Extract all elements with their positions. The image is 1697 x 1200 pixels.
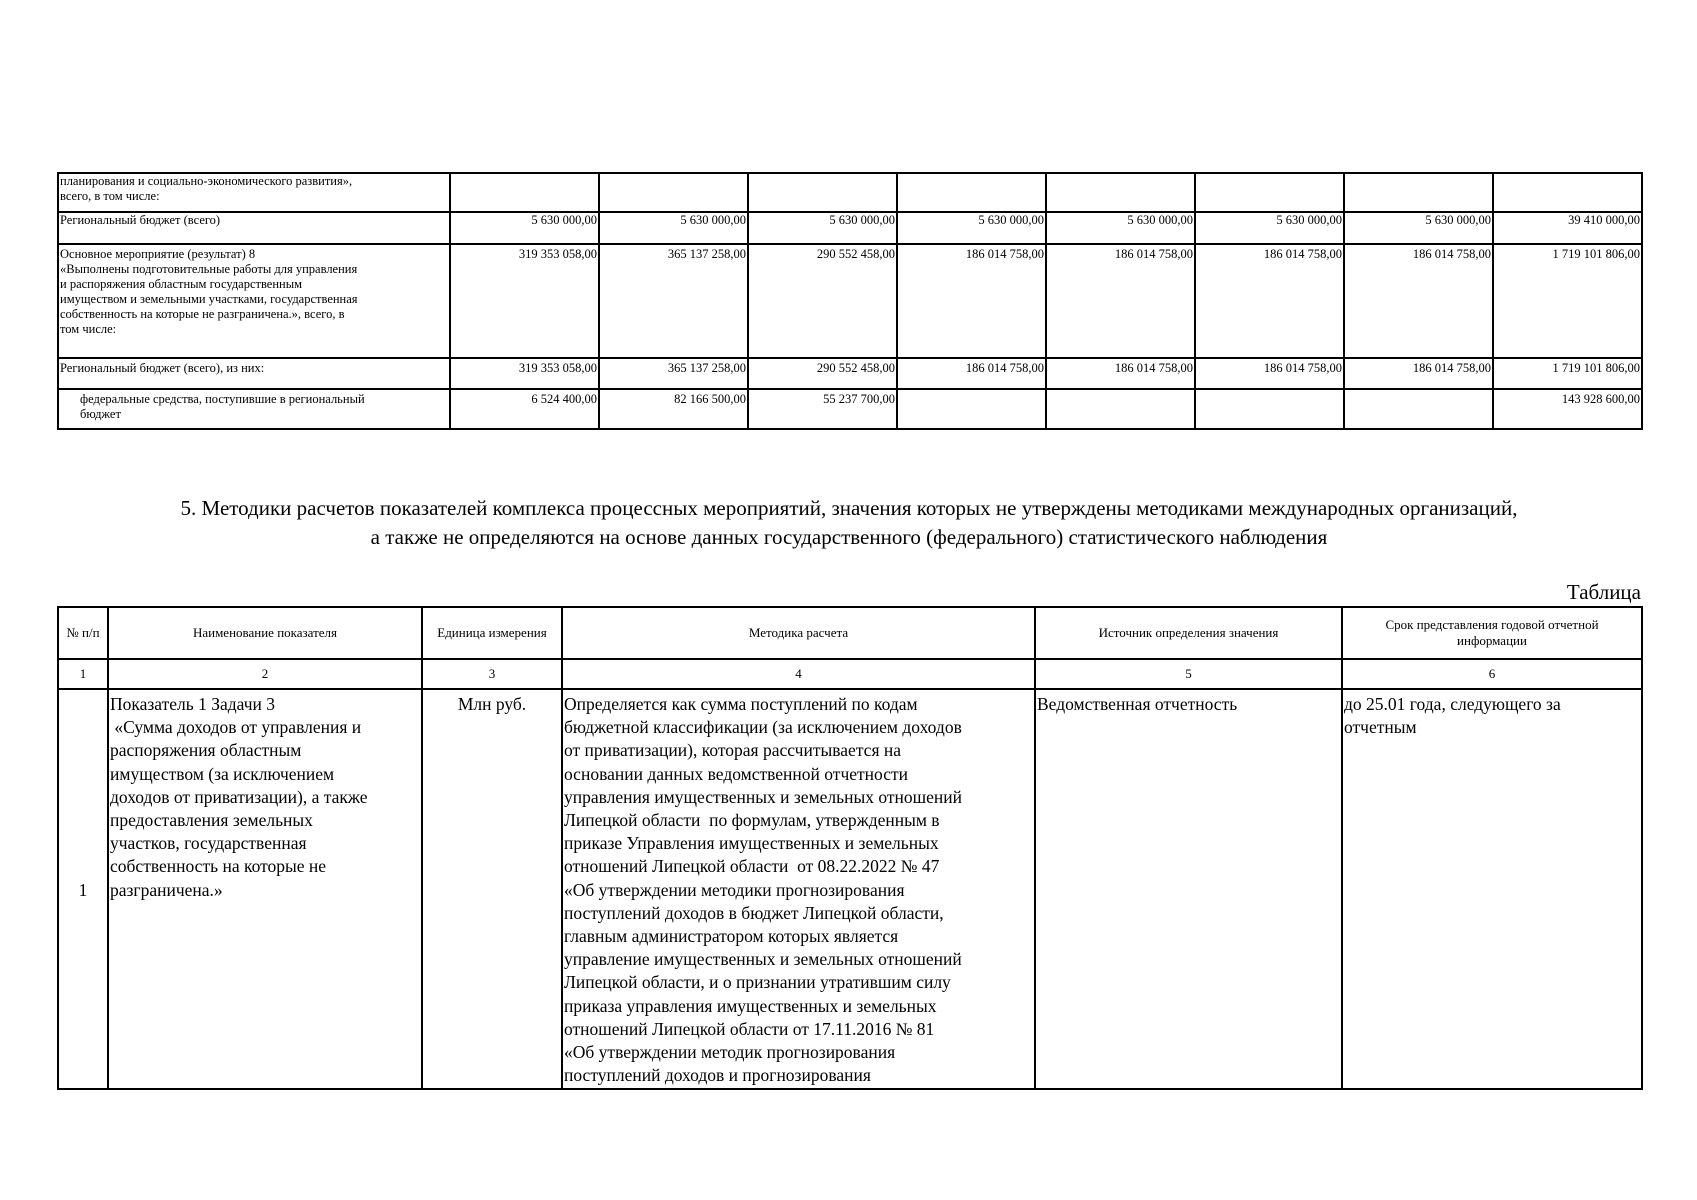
table-row bbox=[58, 173, 1642, 212]
section-title-line-2: а также не определяются на основе данных государственного (федерального) статистического наблюдения bbox=[370, 525, 1328, 549]
cell-year-2: 365 137 258,00 bbox=[599, 358, 748, 389]
cell-year-5: 5 630 000,00 bbox=[1046, 212, 1195, 244]
cell-year-3: 5 630 000,00 bbox=[748, 212, 897, 244]
row-label: Региональный бюджет (всего) bbox=[58, 212, 450, 244]
cell-year-6 bbox=[1195, 173, 1344, 212]
table-row bbox=[58, 212, 1642, 244]
column-number: 2 bbox=[108, 659, 422, 689]
cell-year-6 bbox=[1195, 389, 1344, 429]
cell-year-2: 365 137 258,00 bbox=[599, 244, 748, 358]
cell-year-4 bbox=[897, 173, 1046, 212]
cell-year-7: 186 014 758,00 bbox=[1344, 244, 1493, 358]
cell-year-1: 319 353 058,00 bbox=[450, 358, 599, 389]
cell-year-4: 5 630 000,00 bbox=[897, 212, 1046, 244]
cell-year-2: 5 630 000,00 bbox=[599, 212, 748, 244]
table-row bbox=[58, 689, 1642, 1089]
cell-year-1: 6 524 400,00 bbox=[450, 389, 599, 429]
cell-total: 1 719 101 806,00 bbox=[1493, 358, 1642, 389]
header-deadline: Срок представления годовой отчетной информации bbox=[1342, 607, 1642, 659]
row-index: 1 bbox=[58, 689, 108, 1089]
cell-year-6: 186 014 758,00 bbox=[1195, 244, 1344, 358]
header-unit: Единица измерения bbox=[422, 607, 562, 659]
column-number: 4 bbox=[562, 659, 1035, 689]
cell-year-3: 290 552 458,00 bbox=[748, 244, 897, 358]
cell-year-4: 186 014 758,00 bbox=[897, 244, 1046, 358]
cell-year-6: 186 014 758,00 bbox=[1195, 358, 1344, 389]
table-caption: Таблица bbox=[1566, 580, 1641, 604]
column-number: 5 bbox=[1035, 659, 1342, 689]
cell-year-7: 5 630 000,00 bbox=[1344, 212, 1493, 244]
table-row bbox=[58, 244, 1642, 358]
calculation-method: Определяется как сумма поступлений по кодам бюджетной классификации (за исключением доходов от приватизации), которая рассчитывается на основании данных ведомственной отчетности управления имущественных и земельных отношений Липецкой области по формулам, утвержденным в приказе Управления имущественных и земельных отношений Липецкой области от 08.22.2022 № 47 «Об утверждении методики прогнозирования поступлений доходов в бюджет Липецкой области, главным администратором которых является управление имущественных и земельных отношений Липецкой области, и о признании утратившим силу приказа управления имущественных и земельных отношений Липецкой области от 17.11.2016 № 81 «Об утверждении методик прогнозирования поступлений доходов и прогнозирования bbox=[562, 689, 1035, 1089]
cell-year-5: 186 014 758,00 bbox=[1046, 358, 1195, 389]
cell-year-4: 186 014 758,00 bbox=[897, 358, 1046, 389]
cell-total bbox=[1493, 173, 1642, 212]
indicator-unit: Млн руб. bbox=[422, 689, 562, 1089]
header-source: Источник определения значения bbox=[1035, 607, 1342, 659]
cell-year-6: 5 630 000,00 bbox=[1195, 212, 1344, 244]
cell-year-3: 290 552 458,00 bbox=[748, 358, 897, 389]
header-name: Наименование показателя bbox=[108, 607, 422, 659]
column-number: 1 bbox=[58, 659, 108, 689]
row-label: Региональный бюджет (всего), из них: bbox=[58, 358, 450, 389]
methods-table bbox=[57, 606, 1643, 1090]
cell-year-4 bbox=[897, 389, 1046, 429]
indicator-name: Показатель 1 Задачи 3 «Сумма доходов от управления и распоряжения областным имуществом (за исключением доходов от приватизации), а также предоставления земельных участков, государственная собственность на которые не разграничена.» bbox=[108, 689, 422, 1089]
column-number: 6 bbox=[1342, 659, 1642, 689]
table-row bbox=[58, 389, 1642, 429]
header-index: № п/п bbox=[58, 607, 108, 659]
row-label: планирования и социально-экономического развития», всего, в том числе: bbox=[58, 173, 450, 212]
cell-total: 143 928 600,00 bbox=[1493, 389, 1642, 429]
header-method: Методика расчета bbox=[562, 607, 1035, 659]
value-source: Ведомственная отчетность bbox=[1035, 689, 1342, 1089]
row-label: Основное мероприятие (результат) 8 «Выполнены подготовительные работы для управления и распоряжения областным государственным имуществом и земельными участками, государственная собственность на которые не разграничена.», всего, в том числе: bbox=[58, 244, 450, 358]
column-number-row bbox=[58, 659, 1642, 689]
cell-year-5: 186 014 758,00 bbox=[1046, 244, 1195, 358]
table-row bbox=[58, 358, 1642, 389]
cell-year-7: 186 014 758,00 bbox=[1344, 358, 1493, 389]
cell-year-7 bbox=[1344, 389, 1493, 429]
section-title-line-1: 5. Методики расчетов показателей комплекса процессных мероприятий, значения которых не утверждены методиками международных организаций, bbox=[180, 496, 1518, 520]
cell-year-7 bbox=[1344, 173, 1493, 212]
header-row bbox=[58, 607, 1642, 659]
cell-year-5 bbox=[1046, 389, 1195, 429]
section-title bbox=[57, 494, 1641, 552]
cell-total: 1 719 101 806,00 bbox=[1493, 244, 1642, 358]
row-label: федеральные средства, поступившие в региональный бюджет bbox=[58, 389, 450, 429]
cell-year-5 bbox=[1046, 173, 1195, 212]
cell-year-1 bbox=[450, 173, 599, 212]
report-deadline: до 25.01 года, следующего за отчетным bbox=[1342, 689, 1642, 1089]
cell-total: 39 410 000,00 bbox=[1493, 212, 1642, 244]
column-number: 3 bbox=[422, 659, 562, 689]
cell-year-3: 55 237 700,00 bbox=[748, 389, 897, 429]
cell-year-3 bbox=[748, 173, 897, 212]
cell-year-2 bbox=[599, 173, 748, 212]
cell-year-2: 82 166 500,00 bbox=[599, 389, 748, 429]
budget-table bbox=[57, 172, 1643, 430]
cell-year-1: 5 630 000,00 bbox=[450, 212, 599, 244]
cell-year-1: 319 353 058,00 bbox=[450, 244, 599, 358]
